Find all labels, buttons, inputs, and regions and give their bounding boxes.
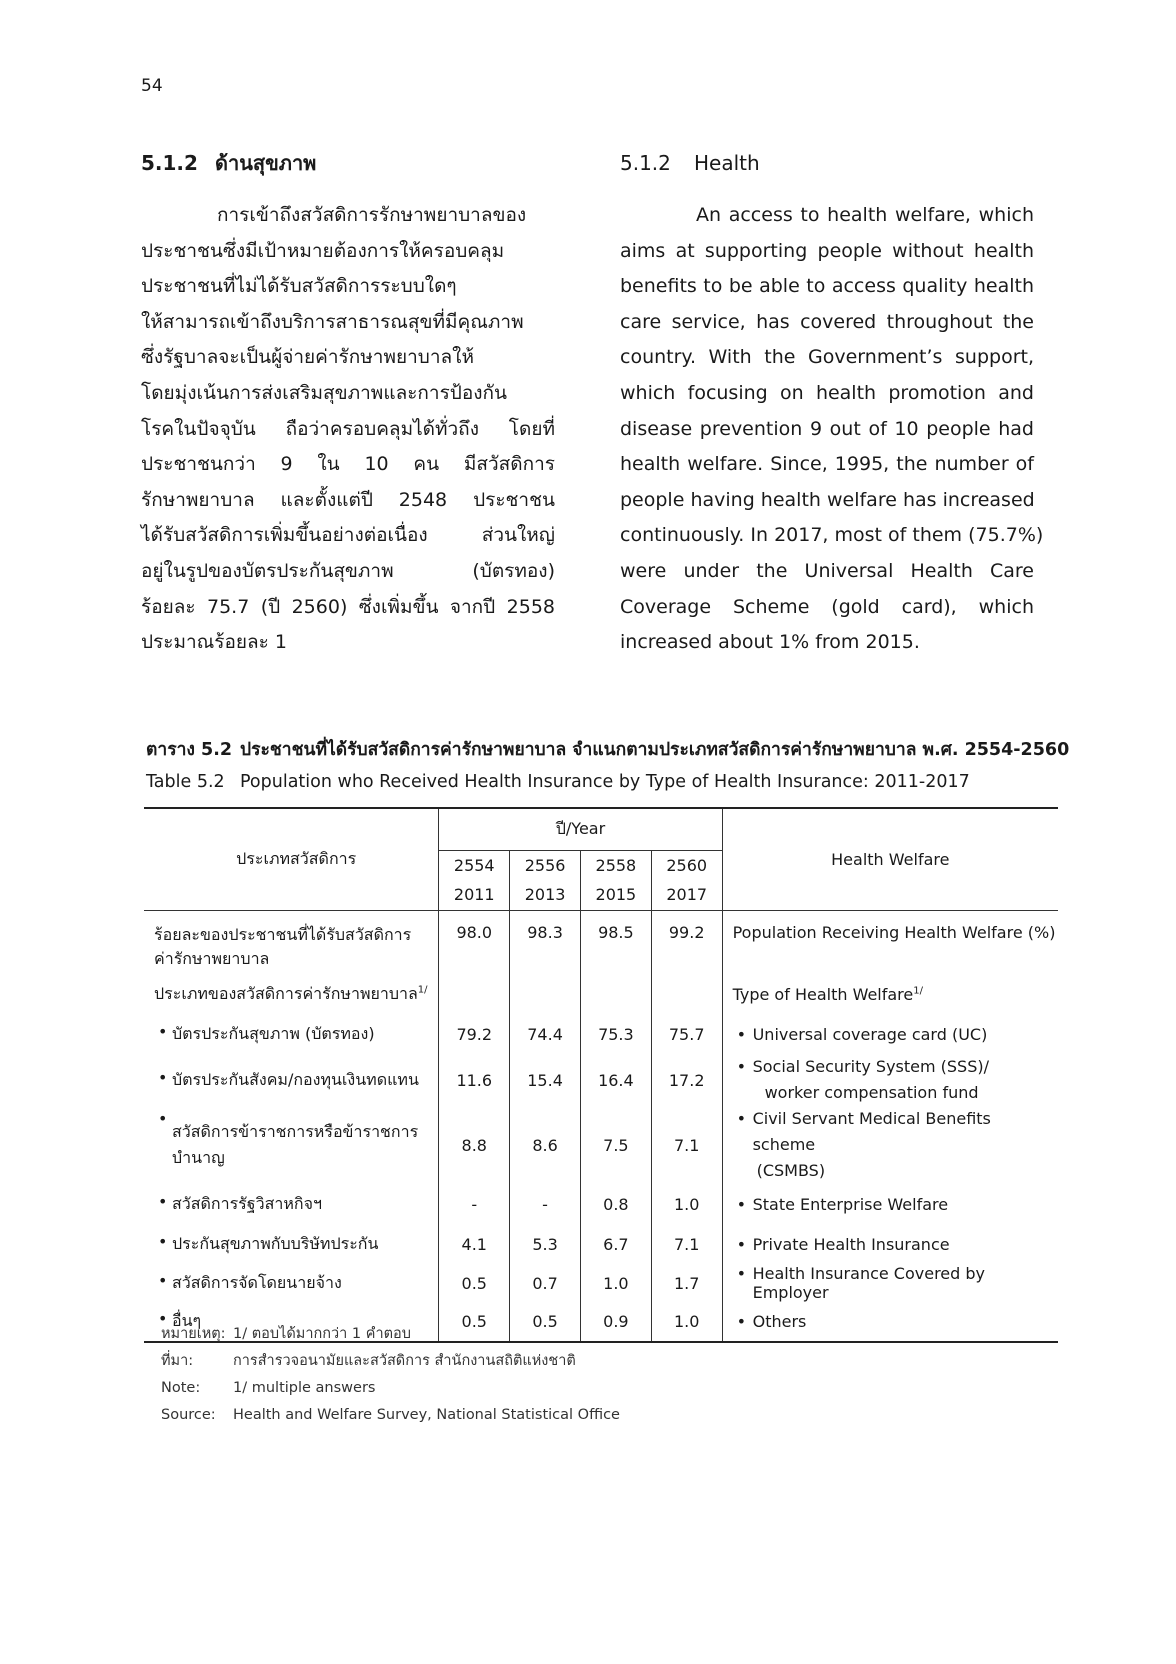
paragraph-line: people having health welfare has increased xyxy=(620,488,1035,511)
paragraph-line: aims at supporting people without health xyxy=(620,239,1034,262)
header-health-welfare: Health Welfare xyxy=(722,808,1058,910)
value-cell: 11.6 xyxy=(439,1054,510,1106)
page-number: 54 xyxy=(141,76,163,96)
paragraph-line: Coverage Scheme (gold card), which xyxy=(620,595,1034,618)
paragraph-line: An access to health welfare, which xyxy=(696,204,1034,226)
note-text: การสำรวจอนามัยและสวัสดิการ สำนักงานสถิติแห่งชาติ xyxy=(233,1353,576,1369)
value-cell: 0.5 xyxy=(439,1264,510,1302)
value-cell: 75.3 xyxy=(580,1014,651,1054)
bullet: • xyxy=(158,1309,168,1328)
paragraph-line: continuously. In 2017, most of them (75.7%) xyxy=(620,524,1044,547)
paragraph-line: increased about 1% from 2015. xyxy=(620,631,920,654)
english-section xyxy=(620,148,1044,661)
year-be: 2558 xyxy=(580,850,651,880)
value-cell: 0.8 xyxy=(580,1184,651,1224)
row-label: สวัสดิการจัดโดยนายจ้าง xyxy=(172,1272,342,1292)
paragraph-line: ได้รับสวัสดิการเพิ่มขึ้นอย่างต่อเนื่อง ส่วนใหญ่ xyxy=(141,524,555,547)
year-be: 2554 xyxy=(439,850,510,880)
table-row xyxy=(144,1184,1058,1224)
year-ce: 2015 xyxy=(580,880,651,910)
table-caption xyxy=(146,732,1069,798)
bullet: • xyxy=(736,1024,747,1044)
summary-row xyxy=(144,910,1058,974)
thai-section xyxy=(141,148,555,661)
value-cell: 1.0 xyxy=(651,1302,722,1342)
value-cell: 8.8 xyxy=(439,1106,510,1184)
note-text: 1/ ตอบได้มากกว่า 1 คำตอบ xyxy=(233,1326,411,1342)
note-label: ที่มา: xyxy=(161,1353,194,1369)
paragraph-line: which focusing on health promotion and xyxy=(620,381,1034,404)
row-label-en: Universal coverage card (UC) xyxy=(752,1024,988,1044)
row-label-en-line2: (CSMBS) xyxy=(756,1161,826,1180)
paragraph-line: โรคในปัจจุบัน ถือว่าครอบคลุมได้ทั่วถึง โดยที่ xyxy=(141,417,555,440)
value-cell: 8.6 xyxy=(510,1106,581,1184)
value-cell: - xyxy=(510,1184,581,1224)
row-label: บัตรประกันสังคม/กองทุนเงินทดแทน xyxy=(172,1069,419,1089)
health-welfare-table xyxy=(144,807,1058,1343)
year-ce: 2013 xyxy=(510,880,581,910)
paragraph-line: การเข้าถึงสวัสดิการรักษาพยาบาลของ xyxy=(217,204,527,226)
value-cell: 0.5 xyxy=(439,1302,510,1342)
caption-title: ประชาชนที่ได้รับสวัสดิการค่ารักษาพยาบาล จำแนกตามประเภทสวัสดิการค่ารักษาพยาบาล พ.ศ. 2554-2560 xyxy=(240,739,1070,760)
value-cell: 4.1 xyxy=(439,1224,510,1264)
paragraph-line: ซึ่งรัฐบาลจะเป็นผู้จ่ายค่ารักษาพยาบาลให้ xyxy=(141,346,474,369)
paragraph-line: รักษาพยาบาล และตั้งแต่ปี 2548 ประชาชน xyxy=(141,488,555,511)
note-label: หมายเหตุ: xyxy=(161,1326,226,1342)
value-cell: 7.1 xyxy=(651,1224,722,1264)
value-cell: 0.5 xyxy=(510,1302,581,1342)
paragraph-line: ประชาชนที่ไม่ได้รับสวัสดิการระบบใดๆ xyxy=(141,275,457,298)
value-cell: 0.7 xyxy=(510,1264,581,1302)
row-label-en: Health Insurance Covered by Employer xyxy=(752,1264,986,1302)
english-section-heading xyxy=(620,148,1034,178)
value-cell: 1.0 xyxy=(580,1264,651,1302)
note-row xyxy=(161,1347,620,1374)
paragraph-line: benefits to be able to access quality health xyxy=(620,275,1034,298)
footnote-marker: 1/ xyxy=(417,984,428,996)
type-label-en: Type of Health Welfare xyxy=(732,984,914,1004)
section-title: ด้านสุขภาพ xyxy=(215,151,317,175)
paragraph-line: ร้อยละ 75.7 (ปี 2560) ซึ่งเพิ่มขึ้น จากปี 2558 xyxy=(141,595,555,618)
value-cell: 75.7 xyxy=(651,1014,722,1054)
year-be: 2560 xyxy=(651,850,722,880)
year-be: 2556 xyxy=(510,850,581,880)
paragraph-line: ประชาชนซึ่งมีเป้าหมายต้องการให้ครอบคลุม xyxy=(141,239,505,262)
caption-title: Population who Received Health Insurance by Type of Health Insurance: 2011-2017 xyxy=(240,771,970,792)
value-cell: 1.7 xyxy=(651,1264,722,1302)
value-cell: 15.4 xyxy=(510,1054,581,1106)
value-cell: 17.2 xyxy=(651,1054,722,1106)
section-title: Health xyxy=(694,151,760,175)
note-label: Note: xyxy=(161,1379,201,1396)
note-text: Health and Welfare Survey, National Statistical Office xyxy=(233,1406,620,1423)
value-cell: 7.1 xyxy=(651,1106,722,1184)
value-cell: 6.7 xyxy=(580,1224,651,1264)
section-number: 5.1.2 xyxy=(141,151,198,175)
value-cell: 7.5 xyxy=(580,1106,651,1184)
bullet: • xyxy=(158,1270,168,1290)
paragraph-line: โดยมุ่งเน้นการส่งเสริมสุขภาพและการป้องกัน xyxy=(141,381,508,404)
value-cell: - xyxy=(439,1184,510,1224)
row-label-en: Private Health Insurance xyxy=(752,1234,950,1254)
note-row xyxy=(161,1374,620,1401)
year-ce: 2011 xyxy=(439,880,510,910)
summary-label-en: Population Receiving Health Welfare (%) xyxy=(722,910,1058,974)
row-label: สวัสดิการรัฐวิสาหกิจฯ xyxy=(172,1193,322,1213)
row-label: อื่นๆ xyxy=(172,1311,202,1330)
type-row xyxy=(144,974,1058,1014)
note-row xyxy=(161,1401,620,1428)
row-label-line2: บำนาญ xyxy=(172,1148,225,1167)
table-row xyxy=(144,1224,1058,1264)
bullet: • xyxy=(158,1109,168,1128)
paragraph-line: care service, has covered throughout the xyxy=(620,310,1034,333)
caption-label: ตาราง 5.2 xyxy=(146,739,233,760)
paragraph-line: country. With the Government’s support, xyxy=(620,346,1034,369)
value-cell: 0.9 xyxy=(580,1302,651,1342)
row-label-en: Civil Servant Medical Benefits scheme xyxy=(752,1109,991,1154)
bullet: • xyxy=(736,1194,747,1214)
paragraph-line: were under the Universal Health Care xyxy=(620,559,1034,582)
table-row xyxy=(144,1014,1058,1054)
year-ce: 2017 xyxy=(651,880,722,910)
row-label: สวัสดิการข้าราชการหรือข้าราชการ xyxy=(172,1122,419,1141)
row-label-en: Others xyxy=(752,1312,807,1331)
bullet: • xyxy=(736,1234,747,1254)
value-cell: 98.3 xyxy=(510,910,581,974)
value-cell: 98.5 xyxy=(580,910,651,974)
bullet: • xyxy=(158,1021,168,1041)
value-cell: 98.0 xyxy=(439,910,510,974)
row-label: บัตรประกันสุขภาพ (บัตรทอง) xyxy=(172,1023,375,1043)
thai-caption xyxy=(146,732,1069,765)
value-cell: 16.4 xyxy=(580,1054,651,1106)
footnote-marker: 1/ xyxy=(913,985,923,997)
english-caption xyxy=(146,765,1069,798)
value-cell: 74.4 xyxy=(510,1014,581,1054)
bullet: • xyxy=(158,1231,168,1251)
summary-label-line1: ร้อยละของประชาชนที่ได้รับสวัสดิการ xyxy=(154,924,412,944)
paragraph-line: disease prevention 9 out of 10 people had xyxy=(620,417,1034,440)
table-row xyxy=(144,1106,1058,1184)
row-label-en: State Enterprise Welfare xyxy=(752,1194,949,1214)
type-label: ประเภทของสวัสดิการค่ารักษาพยาบาล xyxy=(154,983,418,1003)
row-label: ประกันสุขภาพกับบริษัทประกัน xyxy=(172,1233,379,1253)
value-cell: 1.0 xyxy=(651,1184,722,1224)
bullet: • xyxy=(158,1067,168,1087)
note-row xyxy=(161,1320,620,1347)
section-number: 5.1.2 xyxy=(620,151,671,175)
value-cell: 99.2 xyxy=(651,910,722,974)
paragraph-line: health welfare. Since, 1995, the number of xyxy=(620,453,1034,476)
value-cell: 79.2 xyxy=(439,1014,510,1054)
english-paragraph xyxy=(620,198,1044,661)
bullet: • xyxy=(736,1312,747,1331)
row-label-en-line2: worker compensation fund xyxy=(764,1083,979,1102)
note-text: 1/ multiple answers xyxy=(233,1379,376,1396)
thai-paragraph xyxy=(141,198,555,661)
bullet: • xyxy=(736,1264,747,1283)
paragraph-line: ให้สามารถเข้าถึงบริการสาธารณสุขที่มีคุณภาพ xyxy=(141,310,524,333)
paragraph-line: ประชาชนกว่า 9 ใน 10 คน มีสวัสดิการ xyxy=(141,453,555,476)
caption-label: Table 5.2 xyxy=(146,771,225,792)
bullet: • xyxy=(158,1191,168,1211)
value-cell: 5.3 xyxy=(510,1224,581,1264)
bullet: • xyxy=(736,1109,747,1128)
note-label: Source: xyxy=(161,1406,216,1423)
table-row xyxy=(144,1054,1058,1106)
bullet: • xyxy=(736,1057,747,1076)
paragraph-line: ประมาณร้อยละ 1 xyxy=(141,631,288,654)
thai-section-heading xyxy=(141,148,555,178)
header-year: ปี/Year xyxy=(439,808,722,850)
summary-label-line2: ค่ารักษาพยาบาล xyxy=(154,948,270,968)
table-row xyxy=(144,1264,1058,1302)
row-label-en: Social Security System (SSS)/ xyxy=(752,1057,989,1076)
table-notes xyxy=(161,1320,620,1428)
paragraph-line: อยู่ในรูปของบัตรประกันสุขภาพ (บัตรทอง) xyxy=(141,559,555,582)
header-type: ประเภทสวัสดิการ xyxy=(144,808,439,910)
